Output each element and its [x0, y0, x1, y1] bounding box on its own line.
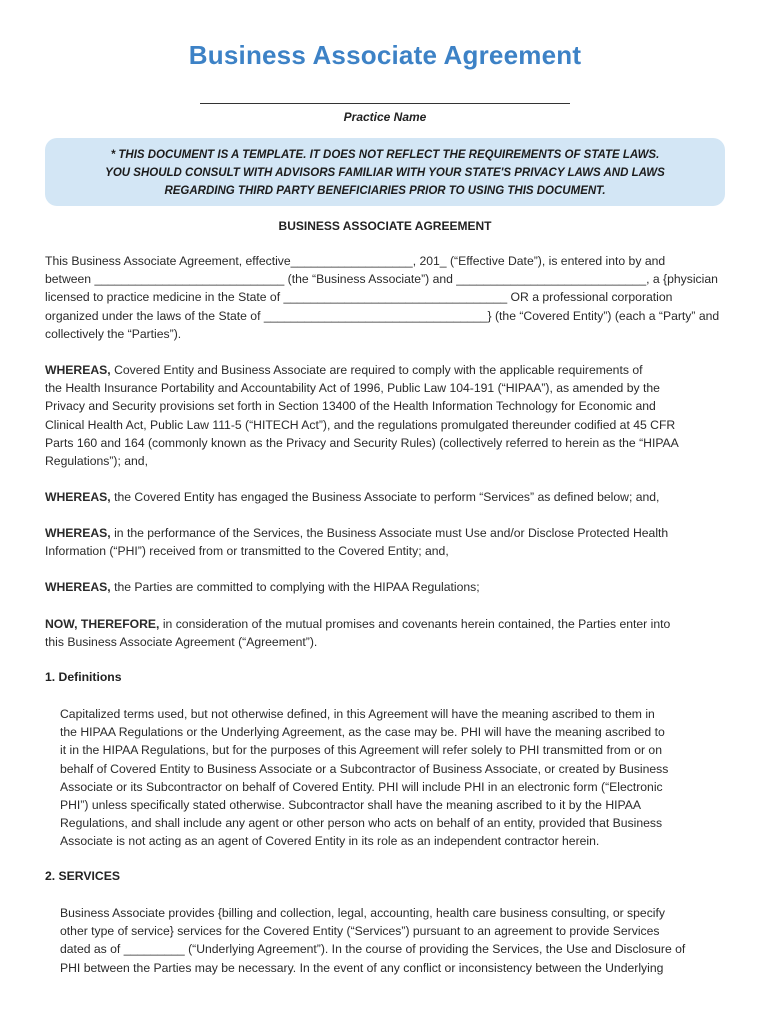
whereas-lead: WHEREAS, — [45, 580, 111, 594]
whereas-paragraph-4 — [45, 578, 729, 596]
definitions-line: Capitalized terms used, but not otherwise defined, in this Agreement will have the meaning ascribed to them in — [60, 707, 655, 721]
section-1-body — [60, 705, 720, 851]
practice-name-line — [200, 103, 570, 104]
intro-line: licensed to practice medicine in the State of _________________________________ OR a professional corporation — [45, 290, 673, 305]
whereas-paragraph-1 — [45, 361, 729, 470]
intro-line: collectively the “Parties”). — [45, 326, 182, 341]
section-2-heading: 2. SERVICES — [45, 869, 120, 883]
notice-line: REGARDING THIRD PARTY BENEFICIARIES PRIOR TO USING THIS DOCUMENT. — [164, 185, 606, 197]
whereas-paragraph-3 — [45, 524, 729, 560]
whereas-lead: WHEREAS, — [45, 490, 111, 504]
now-therefore-paragraph — [45, 615, 729, 651]
whereas-text: the Parties are committed to complying with the HIPAA Regulations; — [110, 580, 480, 594]
whereas-lead: WHEREAS, — [45, 363, 111, 377]
now-therefore-text: in consideration of the mutual promises and covenants herein contained, the Parties enter into — [159, 617, 671, 631]
template-notice — [45, 138, 725, 206]
now-therefore-text: this Business Associate Agreement (“Agreement”). — [45, 635, 318, 650]
whereas-text: Privacy and Security provisions set forth in Section 13400 of the Health Information Technology for Economic and — [45, 399, 656, 414]
definitions-line: it in the HIPAA Regulations, but for the purposes of this Agreement will refer solely to PHI transmitted from or on — [60, 743, 662, 758]
whereas-text: the Covered Entity has engaged the Business Associate to perform “Services” as defined below; and, — [110, 490, 660, 504]
whereas-text: Parts 160 and 164 (commonly known as the Privacy and Security Rules) (collectively referred to herein as the “HIPAA — [45, 435, 679, 450]
definitions-line: Associate is not acting as an agent of Covered Entity in its role as an independent contractor herein. — [60, 834, 600, 849]
whereas-lead: WHEREAS, — [45, 526, 111, 540]
definitions-line: PHI”) unless specifically stated otherwise. Subcontractor shall have the meaning ascribed to it by the HIPAA — [60, 798, 641, 813]
intro-line: This Business Associate Agreement, effective__________________, 201_ (“Effective Date”), is entered into by and — [45, 254, 666, 268]
section-2-body — [60, 904, 720, 977]
section-1-heading: 1. Definitions — [45, 670, 122, 684]
services-line: other type of service} services for the Covered Entity (“Services”) pursuant to an agreement to provide Services — [60, 924, 660, 939]
notice-line: YOU SHOULD CONSULT WITH ADVISORS FAMILIAR WITH YOUR STATE'S PRIVACY LAWS AND LAWS — [105, 167, 665, 179]
services-line: Business Associate provides {billing and collection, legal, accounting, health care business consulting, or specify — [60, 906, 665, 920]
now-therefore-lead: NOW, THEREFORE, — [45, 617, 160, 631]
definitions-line: the HIPAA Regulations or the Underlying Agreement, as the case may be. PHI will have the meaning ascribed to — [60, 725, 665, 740]
whereas-text: the Health Insurance Portability and Accountability Act of 1996, Public Law 104-191 (“HIPAA”), as amended by the — [45, 381, 660, 396]
whereas-text: Clinical Health Act, Public Law 111-5 (“HITECH Act”), and the regulations promulgated thereunder codified at 45 CFR — [45, 417, 676, 432]
definitions-line: Regulations, and shall include any agent or other person who acts on behalf of an entity, provided that Business — [60, 816, 663, 831]
services-line: dated as of _________ (“Underlying Agreement”). In the course of providing the Services, the Use and Disclosure of — [60, 942, 686, 957]
practice-name-label: Practice Name — [343, 110, 427, 124]
whereas-text: Information (“PHI”) received from or transmitted to the Covered Entity; and, — [45, 544, 449, 559]
definitions-line: Associate or its Subcontractor on behalf of Covered Entity. PHI will include PHI in an electronic form (“Electronic — [60, 779, 663, 794]
whereas-paragraph-2 — [45, 488, 729, 506]
agreement-heading: BUSINESS ASSOCIATE AGREEMENT — [278, 219, 492, 233]
whereas-text: Regulations”); and, — [45, 454, 148, 469]
definitions-line: behalf of Covered Entity to Business Associate or a Subcontractor of Business Associate, or created by Business — [60, 761, 669, 776]
notice-line: * THIS DOCUMENT IS A TEMPLATE. IT DOES NOT REFLECT THE REQUIREMENTS OF STATE LAWS. — [110, 149, 660, 161]
intro-paragraph — [45, 252, 729, 343]
services-line: PHI between the Parties may be necessary. In the event of any conflict or inconsistency between the Underlying — [60, 960, 664, 975]
intro-line: between ____________________________ (the “Business Associate”) and ____________________________, a {physician — [45, 272, 718, 287]
document-title: Business Associate Agreement — [188, 40, 582, 70]
whereas-text: Covered Entity and Business Associate are required to comply with the applicable requirements of — [110, 363, 643, 377]
intro-line: organized under the laws of the State of _________________________________} (the “Covered Entity”) (each a “Party” and — [45, 308, 720, 323]
whereas-text: in the performance of the Services, the Business Associate must Use and/or Disclose Protected Health — [110, 526, 669, 540]
